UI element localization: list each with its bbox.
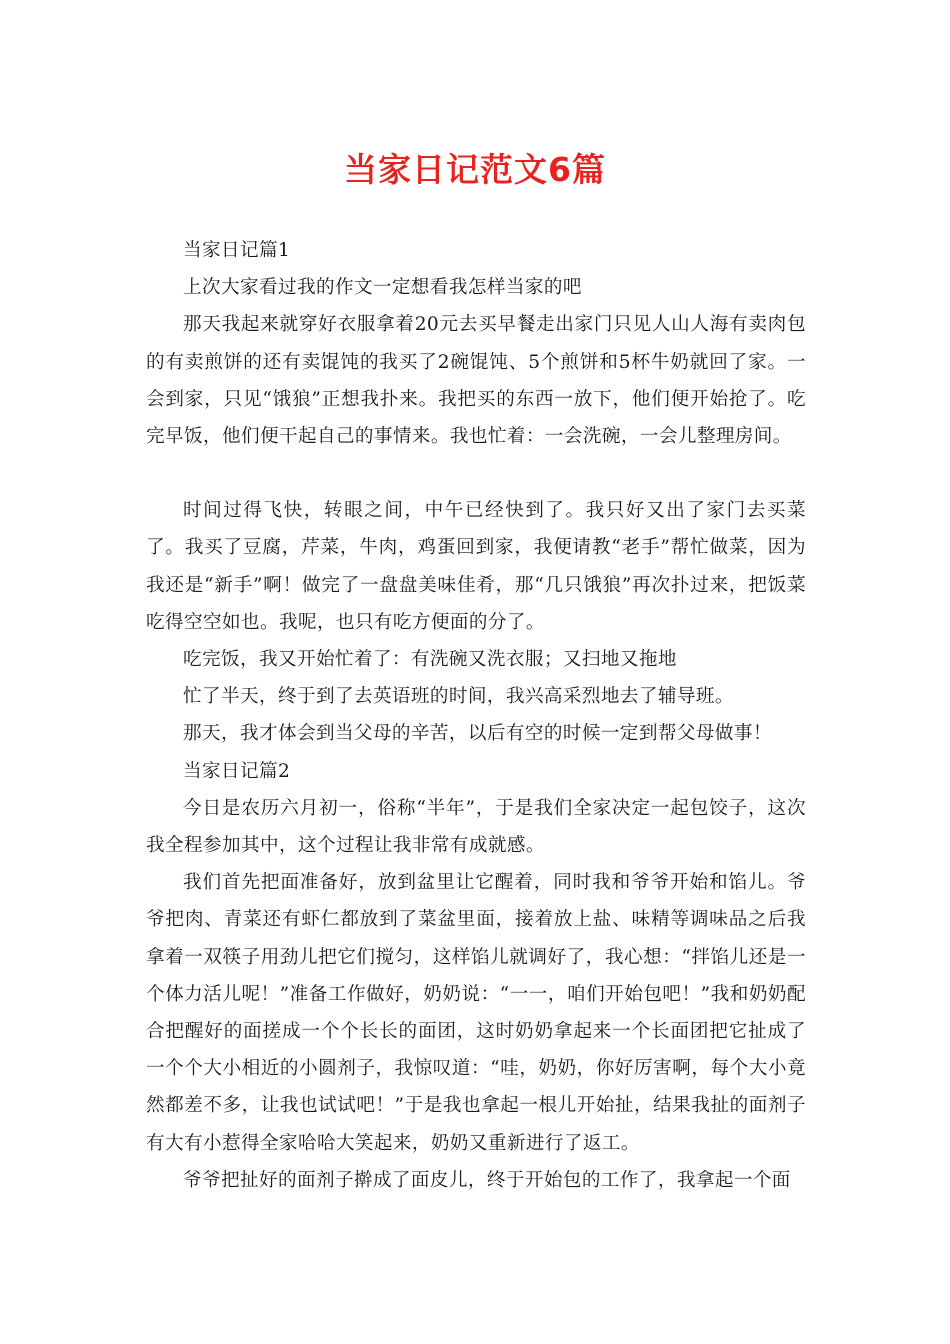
paragraph: 爷爷把扯好的面剂子擀成了面皮儿，终于开始包的工作了，我拿起一个面: [183, 1169, 791, 1191]
paragraph: 那天，我才体会到当父母的辛苦，以后有空的时候一定到帮父母做事！: [183, 723, 772, 745]
document-body: [146, 232, 806, 1199]
paragraph: 忙了半天，终于到了去英语班的时间，我兴高采烈地去了辅导班。: [183, 686, 734, 708]
paragraph: 上次大家看过我的作文一定想看我怎样当家的吧: [183, 277, 582, 299]
paragraph: 时间过得飞快，转眼之间，中午已经快到了。我只好又出了家门去买菜了。我买了豆腐，芹菜，牛肉，鸡蛋回到家，我便请教“老手”帮忙做菜，因为我还是“新手”啊！做完了一盘盘美味佳肴，那“几只饿狼”再次扑过来，把饭菜吃得空空如也。我呢，也只有吃方便面的分了。: [146, 500, 806, 633]
paragraph: 那天我起来就穿好衣服拿着20元去买早餐走出家门只见人山人海有卖肉包的有卖煎饼的还有卖馄饨的我买了2碗馄饨、5个煎饼和5杯牛奶就回了家。一会到家，只见“饿狼”正想我扑来。我把买的东西一放下，他们便开始抢了。吃完早饭，他们便干起自己的事情来。我也忙着：一会洗碗，一会儿整理房间。: [146, 314, 806, 448]
paragraph: 我们首先把面准备好，放到盆里让它醒着，同时我和爷爷开始和馅儿。爷爷把肉、青菜还有虾仁都放到了菜盆里面，接着放上盐、味精等调味品之后我拿着一双筷子用劲儿把它们搅匀，这样馅儿就调好了，我心想：“拌馅儿还是一个体力活儿呢！”准备工作做好，奶奶说：“一一，咱们开始包吧！”我和奶奶配合把醒好的面搓成一个个长长的面团，这时奶奶拿起来一个长面团把它扯成了一个个大小相近的小圆剂子，我惊叹道：“哇，奶奶，你好厉害啊，每个大小竟然都差不多，让我也试试吧！”于是我也拿起一根儿开始扯，结果我扯的面剂子有大有小惹得全家哈哈大笑起来，奶奶又重新进行了返工。: [146, 872, 806, 1154]
paragraph: 吃完饭，我又开始忙着了：有洗碗又洗衣服；又扫地又拖地: [183, 649, 677, 671]
document-title: 当家日记范文6篇: [344, 150, 606, 189]
section-heading: 当家日记篇1: [183, 240, 291, 261]
paragraph: 今日是农历六月初一，俗称“半年”，于是我们全家决定一起包饺子，这次我全程参加其中，这个过程让我非常有成就感。: [146, 797, 806, 857]
section-heading: 当家日记篇2: [183, 760, 291, 782]
